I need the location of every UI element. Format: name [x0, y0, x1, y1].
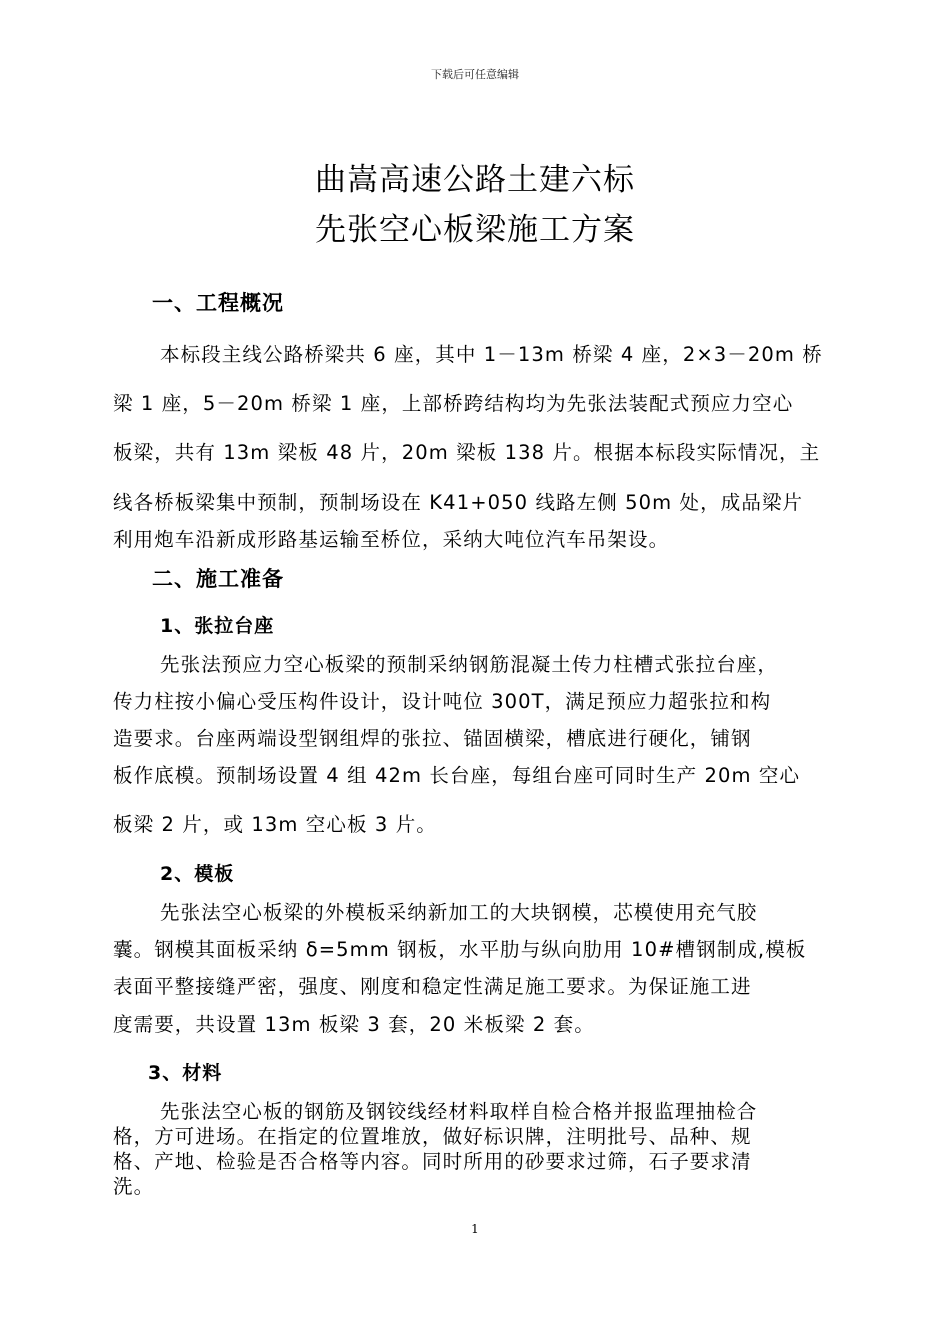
paragraph-line: 格、产地、检验是否合格等内容。同时所用的砂要求过筛，石子要求清 — [113, 1150, 752, 1173]
subsection-heading-materials: 3、材料 — [148, 1062, 223, 1084]
paragraph-line: 先张法空心板的钢筋及钢铰线经材料取样自检合格并报监理抽检合 — [160, 1100, 758, 1123]
paragraph-line: 板作底模。预制场设置 4 组 42m 长台座，每组台座可同时生产 20m 空心 — [113, 764, 801, 787]
paragraph-line: 先张法预应力空心板梁的预制采纳钢筋混凝土传力柱槽式张拉台座， — [160, 653, 779, 676]
paragraph-line: 度需要，共设置 13m 板梁 3 套，20 米板梁 2 套。 — [113, 1013, 595, 1036]
paragraph-line: 线各桥板梁集中预制，预制场设在 K41+050 线路左侧 50m 处，成品梁片 — [113, 491, 804, 514]
paragraph-line: 本标段主线公路桥梁共 6 座，其中 1－13m 桥梁 4 座，2×3－20m 桥 — [160, 343, 823, 366]
paragraph-line: 表面平整接缝严密，强度、刚度和稳定性满足施工要求。为保证施工进 — [113, 975, 752, 998]
paragraph-line: 格，方可进场。在指定的位置堆放，做好标识牌，注明批号、品种、规 — [113, 1125, 752, 1148]
document-title-line-1: 曲嵩高速公路土建六标 — [315, 162, 635, 198]
section-heading-preparation: 二、施工准备 — [152, 567, 284, 591]
paragraph-line: 板梁 2 片，或 13m 空心板 3 片。 — [113, 813, 437, 836]
document-title-line-2: 先张空心板梁施工方案 — [315, 212, 635, 248]
paragraph-line: 板梁，共有 13m 梁板 48 片，20m 梁板 138 片。根据本标段实际情况，主 — [113, 441, 821, 464]
page-header-note: 下载后可任意编辑 — [431, 68, 519, 81]
subsection-heading-formwork: 2、模板 — [160, 863, 235, 885]
paragraph-line: 囊。钢模其面板采纳 δ=5mm 钢板，水平肋与纵向肋用 10#槽钢制成,模板 — [113, 938, 807, 961]
page-number: 1 — [471, 1222, 479, 1236]
paragraph-line: 利用炮车沿新成形路基运输至桥位，采纳大吨位汽车吊架设。 — [113, 528, 670, 551]
paragraph-line: 梁 1 座，5－20m 桥梁 1 座，上部桥跨结构均为先张法装配式预应力空心 — [113, 392, 794, 415]
paragraph-line: 先张法空心板梁的外模板采纳新加工的大块钢模，芯模使用充气胶 — [160, 901, 758, 924]
paragraph-line: 造要求。台座两端设型钢组焊的张拉、锚固横梁，槽底进行硬化，铺钢 — [113, 727, 752, 750]
paragraph-line: 传力柱按小偏心受压构件设计，设计吨位 300T，满足预应力超张拉和构 — [113, 690, 772, 713]
subsection-heading-tension-bed: 1、张拉台座 — [160, 615, 275, 637]
section-heading-overview: 一、工程概况 — [152, 291, 284, 315]
paragraph-line: 洗。 — [113, 1175, 155, 1198]
